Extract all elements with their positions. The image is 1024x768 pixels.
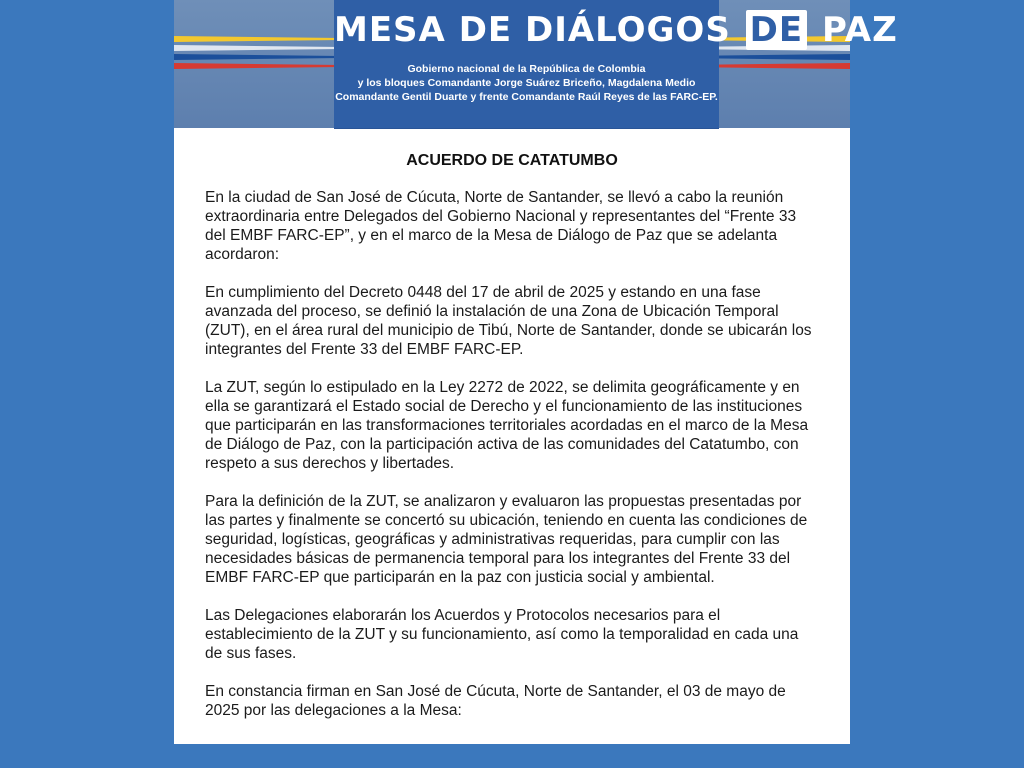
paragraph-line: En cumplimiento del Decreto 0448 del 17 de abril de 2025 y estando en una fase bbox=[205, 284, 761, 301]
paragraph-line: acordaron: bbox=[205, 246, 280, 263]
banner-subtitle bbox=[334, 62, 719, 104]
paragraph bbox=[205, 606, 824, 663]
paragraph-line: En constancia firman en San José de Cúcuta, Norte de Santander, el 03 de mayo de bbox=[205, 683, 786, 700]
banner-title-part1: MESA DE DIÁLOGOS bbox=[334, 10, 731, 50]
paragraph-line: integrantes del Frente 33 del EMBF FARC-EP. bbox=[205, 341, 524, 358]
paragraph-line: Para la definición de la ZUT, se analizaron y evaluaron las propuestas presentadas por bbox=[205, 493, 802, 510]
banner-subtitle-line: y los bloques Comandante Jorge Suárez Briceño, Magdalena Medio bbox=[357, 77, 696, 89]
paragraph-line: que participarán en las transformaciones territoriales acordadas en el marco de la Mesa bbox=[205, 417, 809, 434]
paragraph-line: de Diálogo de Paz, con la participación activa de las comunidades del Catatumbo, con bbox=[205, 436, 799, 453]
paragraph-line: ella se garantizará el Estado social de Derecho y el funcionamiento de las instituciones bbox=[205, 398, 803, 415]
paragraph-line: (ZUT), en el área rural del municipio de Tibú, Norte de Santander, donde se ubicarán los bbox=[205, 322, 812, 339]
document-title: ACUERDO DE CATATUMBO bbox=[406, 152, 618, 169]
paragraph-line: EMBF FARC-EP que participarán en la paz con justicia social y ambiental. bbox=[205, 569, 715, 586]
paragraph bbox=[205, 378, 824, 473]
banner-title bbox=[334, 10, 898, 50]
paragraph bbox=[205, 283, 824, 359]
paragraph-line: de sus fases. bbox=[205, 645, 297, 662]
banner-title-part2: PAZ bbox=[821, 10, 898, 50]
header-banner bbox=[174, 0, 898, 128]
paragraph-line: extraordinaria entre Delegados del Gobierno Nacional y representantes del “Frente 33 bbox=[205, 208, 797, 225]
paragraph bbox=[205, 492, 824, 587]
document-body bbox=[174, 188, 824, 720]
banner-subtitle-line: Gobierno nacional de la República de Colombia bbox=[407, 63, 646, 75]
banner-title-de: DE bbox=[746, 10, 807, 50]
paragraph-line: necesidades básicas de permanencia temporal para los integrantes del Frente 33 del bbox=[205, 550, 791, 567]
paragraph-line: En la ciudad de San José de Cúcuta, Norte de Santander, se llevó a cabo la reunión bbox=[205, 189, 784, 206]
paragraph-line: avanzada del proceso, se definió la instalación de una Zona de Ubicación Temporal bbox=[205, 303, 779, 320]
document-page bbox=[174, 0, 898, 744]
paragraph-line: las partes y finalmente se concertó su ubicación, teniendo en cuenta las condiciones de bbox=[205, 512, 808, 529]
paragraph bbox=[205, 682, 824, 720]
paragraph bbox=[205, 188, 824, 264]
banner-logo-block bbox=[334, 0, 898, 129]
paragraph-line: establecimiento de la ZUT y su funcionamiento, así como la temporalidad en cada una bbox=[205, 626, 799, 643]
paragraph-line: 2025 por las delegaciones a la Mesa: bbox=[205, 702, 462, 719]
paragraph-line: Las Delegaciones elaborarán los Acuerdos y Protocolos necesarios para el bbox=[205, 607, 721, 624]
paragraph-line: del EMBF FARC-EP”, y en el marco de la Mesa de Diálogo de Paz que se adelanta bbox=[205, 227, 778, 244]
banner-subtitle-line: Comandante Gentil Duarte y frente Comandante Raúl Reyes de las FARC-EP. bbox=[335, 91, 718, 103]
paragraph-line: La ZUT, según lo estipulado en la Ley 2272 de 2022, se delimita geográficamente y en bbox=[205, 379, 800, 396]
paragraph-line: seguridad, logísticas, geográficas y administrativas requeridas, para cumplir con las bbox=[205, 531, 780, 548]
paragraph-line: respeto a sus derechos y libertades. bbox=[205, 455, 454, 472]
